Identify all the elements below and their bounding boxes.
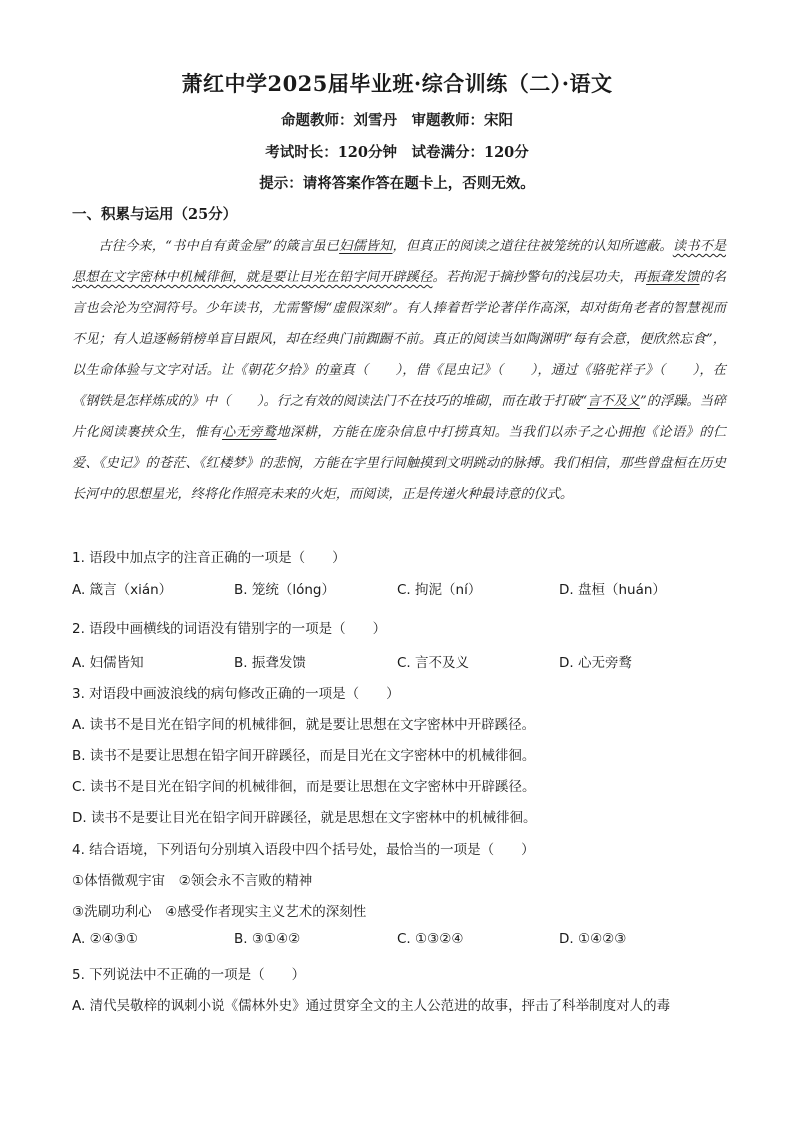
answer-notice: 提示：请将答案作答在题卡上，否则无效。 xyxy=(259,175,535,192)
question-5-stem: 5. 下列说法中不正确的一项是（ ） xyxy=(72,967,306,983)
q4-items-line-1: ①体悟微观宇宙 ②领会永不言败的精神 xyxy=(72,873,313,889)
passage-text: 的名言也会沦为空洞符号。少年读书，尤需警惕“虚假深刻”。有人捧着哲学论著佯作高深，却对街角老者的智慧视而不见；有人追逐畅销榜单盲目跟风，却在经典门前踟蹰不前。真正的阅读当如陶渊明“每有会意，便欣然忘食”，以生命体验与文字对话。让《朝花夕拾》的童真（ ），借《昆虫记》（ ），通过《骆驼祥子》（ ），在《钢铁是怎样炼成的》中（ ）。行之有效的阅读法门不在技巧的堆砌，而在敢于打破“ xyxy=(72,270,727,409)
exam-info: 考试时长：120分钟 试卷满分：120分 xyxy=(265,144,529,161)
q1-option-c[interactable]: C. 拘泥（ní） xyxy=(397,582,482,598)
q4-option-c[interactable]: C. ①③②④ xyxy=(397,931,464,947)
q4-items-line-2: ③洗刷功利心 ④感受作者现实主义艺术的深刻性 xyxy=(72,904,367,920)
teacher-info: 命题教师：刘雪丹 审题教师：宋阳 xyxy=(281,112,513,129)
q4-option-a[interactable]: A. ②④③① xyxy=(72,931,138,947)
passage-text: 地深耕，方能在庞杂信息中打捞真知。当我们以赤子之心拥抱《论语》的仁爱、《史记》的苍茫、《红楼梦》的悲悯，方能在字里行间触摸到文明跳动的脉搏。我们相信，那些曾盘桓在历史长河中的思想星光，终将化作照亮未来的火炬，而阅读，正是传递火种最诗意的仪式。 xyxy=(72,425,727,502)
passage-text: ”的浮躁。当碎片化阅读裹挟众生，惟有 xyxy=(72,394,726,440)
q2-option-a[interactable]: A. 妇儒皆知 xyxy=(72,655,144,671)
section-heading: 一、积累与运用（25分） xyxy=(72,206,238,223)
exam-title: 萧红中学2025届毕业班·综合训练（二）·语文 xyxy=(181,71,613,96)
q1-option-b[interactable]: B. 笼统（lóng） xyxy=(234,582,335,598)
q3-option-a[interactable]: A. 读书不是目光在铅字间的机械徘徊，就是要让思想在文字密林中开辟蹊径。 xyxy=(72,717,536,733)
passage-text: 。若拘泥于摘抄警句的浅层功夫，再 xyxy=(432,270,647,285)
q3-option-d[interactable]: D. 读书不是要让目光在铅字间开辟蹊径，就是思想在文字密林中的机械徘徊。 xyxy=(72,810,537,826)
question-1-stem: 1. 语段中加点字的注音正确的一项是（ ） xyxy=(72,550,346,566)
q4-option-d[interactable]: D. ①④②③ xyxy=(559,931,627,947)
underlined-word-3: 言不及义 xyxy=(587,394,641,409)
passage-paragraph xyxy=(72,231,726,510)
underlined-word-2: 振聋发馈 xyxy=(646,270,700,285)
q1-option-d[interactable]: D. 盘桓（huán） xyxy=(559,582,666,598)
question-3-stem: 3. 对语段中画波浪线的病句修改正确的一项是（ ） xyxy=(72,686,400,702)
question-4-stem: 4. 结合语境，下列语句分别填入语段中四个括号处，最恰当的一项是（ ） xyxy=(72,842,535,858)
q2-option-d[interactable]: D. 心无旁鹜 xyxy=(559,655,632,671)
q3-option-b[interactable]: B. 读书不是要让思想在铅字间开辟蹊径，而是目光在文字密林中的机械徘徊。 xyxy=(72,748,536,764)
underlined-word-1: 妇儒皆知 xyxy=(339,239,393,254)
q3-option-c[interactable]: C. 读书不是目光在铅字间的机械徘徊，而是要让思想在文字密林中开辟蹊径。 xyxy=(72,779,536,795)
q4-option-b[interactable]: B. ③①④② xyxy=(234,931,301,947)
passage-text: 古往今来，“书中自有黄金屋”的箴言虽已 xyxy=(98,239,340,254)
question-2-stem: 2. 语段中画横线的词语没有错别字的一项是（ ） xyxy=(72,621,387,637)
q1-option-a[interactable]: A. 箴言（xián） xyxy=(72,582,173,598)
q5-option-a[interactable]: A. 清代吴敬梓的讽刺小说《儒林外史》通过贯穿全文的主人公范进的故事，抨击了科举制度对人的毒 xyxy=(72,998,671,1014)
underlined-word-4: 心无旁鹜 xyxy=(221,425,277,440)
passage-text: ，但真正的阅读之道往往被笼统的认知所遮蔽。 xyxy=(392,239,673,254)
q2-option-b[interactable]: B. 振聋发馈 xyxy=(234,655,306,671)
reading-passage xyxy=(72,231,726,510)
wavy-underlined-sentence: 读书不是思想在文字密林中机械徘徊，就是要让目光在铅字间开辟蹊径 xyxy=(72,239,727,285)
q2-option-c[interactable]: C. 言不及义 xyxy=(397,655,470,671)
